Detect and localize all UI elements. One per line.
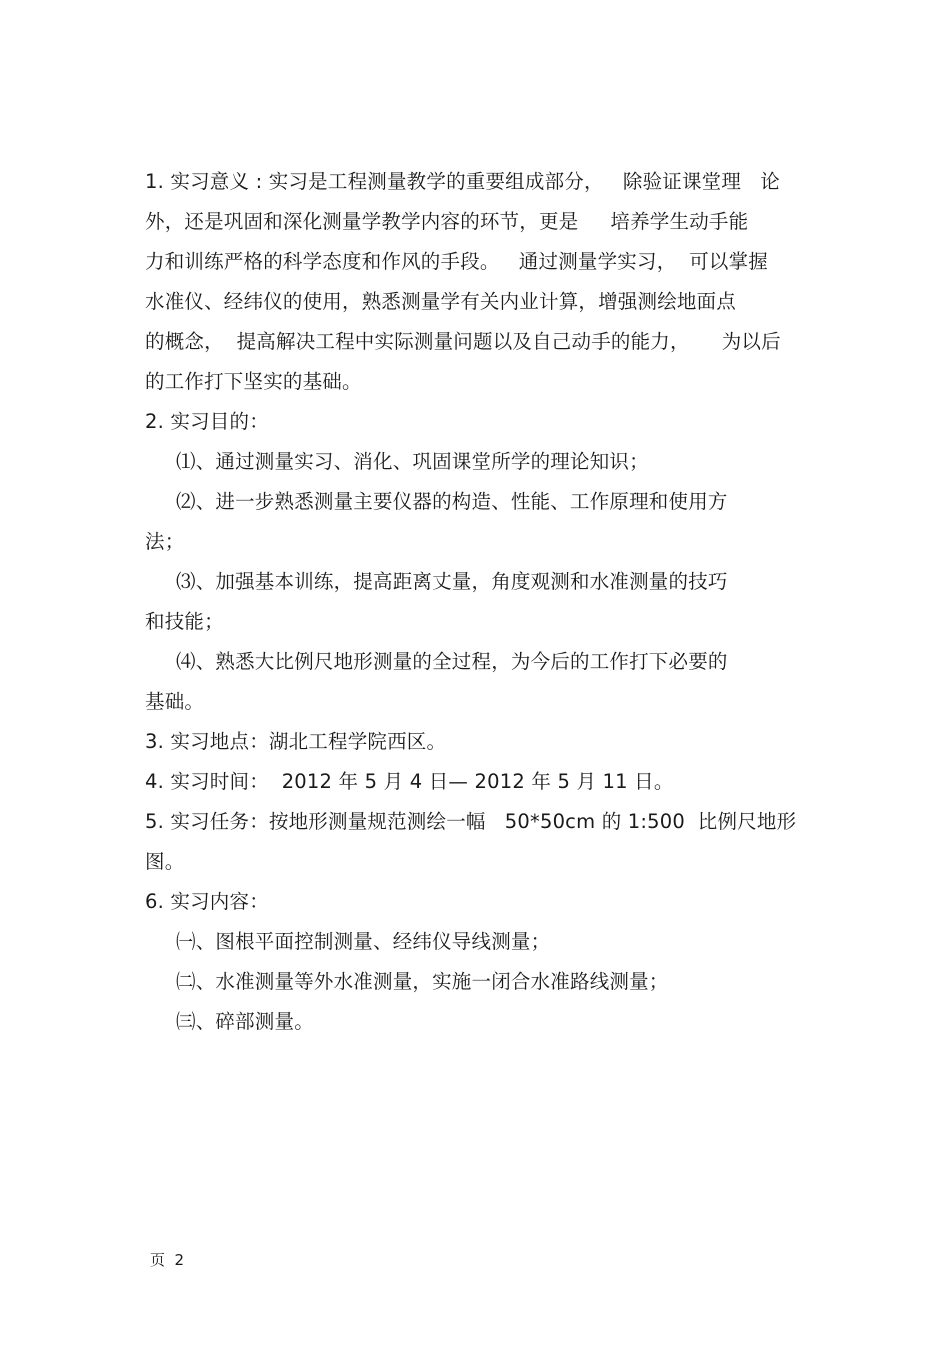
purpose-item-3-cont: 和技能； [145, 610, 224, 633]
section-time: 4. 实习时间： 2012 年 5 月 4 日— 2012 年 5 月 11 日。 [145, 770, 674, 793]
text-line-1: 1. 实习意义 : 实习是工程测量教学的重要组成部分， 除验证课堂理 论 [145, 170, 780, 193]
section-heading-purpose: 2. 实习目的： [145, 410, 269, 433]
purpose-item-4-cont: 基础。 [145, 690, 205, 713]
content-item-2: ㈡、水准测量等外水准测量，实施一闭合水准路线测量； [176, 970, 669, 993]
page-number: 页 2 [150, 1251, 185, 1269]
text-line-2: 外，还是巩固和深化测量学教学内容的环节，更是 培养学生动手能 [145, 210, 749, 233]
text-line-4: 水准仪、经纬仪的使用，熟悉测量学有关内业计算，增强测绘地面点 [145, 290, 737, 313]
purpose-item-1: ⑴、通过测量实习、消化、巩固课堂所学的理论知识； [176, 450, 649, 473]
content-item-1: ㈠、图根平面控制测量、经纬仪导线测量； [176, 930, 551, 953]
text-line-6: 的工作打下坚实的基础。 [145, 370, 362, 393]
section-task-cont: 图。 [145, 850, 185, 873]
section-heading-content: 6. 实习内容： [145, 890, 269, 913]
purpose-item-2-cont: 法； [145, 530, 185, 553]
purpose-item-2: ⑵、进一步熟悉测量主要仪器的构造、性能、工作原理和使用方 [176, 490, 728, 513]
text-line-3: 力和训练严格的科学态度和作风的手段。 通过测量学实习， 可以掌握 [145, 250, 768, 273]
purpose-item-3: ⑶、加强基本训练，提高距离丈量，角度观测和水准测量的技巧 [176, 570, 728, 593]
section-task: 5. 实习任务：按地形测量规范测绘一幅 50*50cm 的 1:500 比例尺地形 [145, 810, 797, 833]
section-location: 3. 实习地点：湖北工程学院西区。 [145, 730, 447, 753]
content-item-3: ㈢、碎部测量。 [176, 1010, 314, 1033]
purpose-item-4: ⑷、熟悉大比例尺地形测量的全过程，为今后的工作打下必要的 [176, 650, 728, 673]
text-line-5: 的概念， 提高解决工程中实际测量问题以及自己动手的能力， 为以后 [145, 330, 781, 353]
